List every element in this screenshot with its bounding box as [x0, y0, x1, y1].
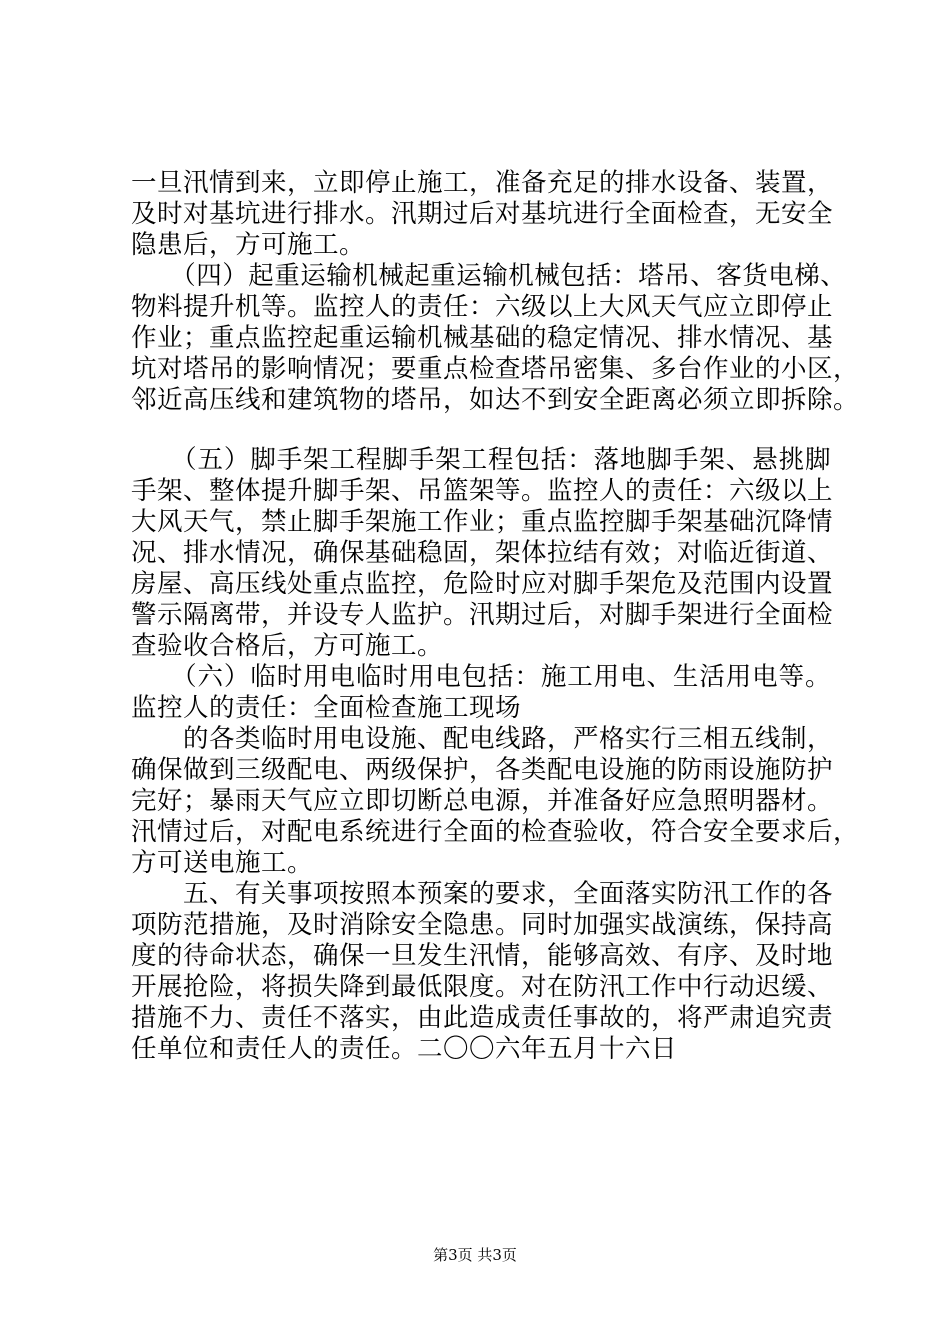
text-line: 邻近高压线和建筑物的塔吊，如达不到安全距离必须立即拆除。: [131, 385, 860, 415]
text-line: 查验收合格后，方可施工。: [131, 631, 444, 661]
text-line: 大风天气，禁止脚手架施工作业；重点监控脚手架基础沉降情: [131, 507, 834, 537]
text-line: 度的待命状态，确保一旦发生汛情，能够高效、有序、及时地: [131, 941, 834, 971]
text-line: 隐患后，方可施工。: [131, 230, 366, 260]
text-line: 完好；暴雨天气应立即切断总电源，并准备好应急照明器材。: [131, 786, 834, 816]
text-line: 五、有关事项按照本预案的要求，全面落实防汛工作的各: [131, 879, 834, 909]
text-line: 作业；重点监控起重运输机械基础的稳定情况、排水情况、基: [131, 323, 834, 353]
text-line: 措施不力、责任不落实，由此造成责任事故的，将严肃追究责: [131, 1003, 834, 1033]
text-line: 一旦汛情到来，立即停止施工，准备充足的排水设备、装置，: [131, 168, 834, 198]
text-line: 及时对基坑进行排水。汛期过后对基坑进行全面检查，无安全: [131, 199, 834, 229]
paragraph-gap: [131, 416, 831, 445]
text-line: 物料提升机等。监控人的责任：六级以上大风天气应立即停止: [131, 292, 834, 322]
text-line: 警示隔离带，并设专人监护。汛期过后，对脚手架进行全面检: [131, 600, 834, 630]
text-line: 任单位和责任人的责任。二〇〇六年五月十六日: [131, 1034, 678, 1064]
page-number-footer: 第3页 共3页: [433, 1246, 517, 1264]
text-line: 汛情过后，对配电系统进行全面的检查验收，符合安全要求后，: [131, 817, 860, 847]
text-line: （四）起重运输机械起重运输机械包括：塔吊、客货电梯、: [131, 261, 847, 291]
text-line: （六）临时用电临时用电包括：施工用电、生活用电等。: [131, 662, 831, 692]
text-line: 房屋、高压线处重点监控，危险时应对脚手架危及范围内设置: [131, 569, 834, 599]
text-line: 确保做到三级配电、两级保护，各类配电设施的防雨设施防护: [131, 755, 834, 785]
text-line: 方可送电施工。: [131, 848, 314, 878]
text-line: 手架、整体提升脚手架、吊篮架等。监控人的责任：六级以上: [131, 476, 834, 506]
text-line: 监控人的责任：全面检查施工现场: [131, 693, 522, 723]
text-line: 坑对塔吊的影响情况；要重点检查塔吊密集、多台作业的小区，: [131, 354, 860, 384]
text-line: 开展抢险，将损失降到最低限度。对在防汛工作中行动迟缓、: [131, 972, 834, 1002]
document-body: [131, 168, 860, 1065]
text-line: 况、排水情况，确保基础稳固，架体拉结有效；对临近街道、: [131, 538, 834, 568]
text-line: 的各类临时用电设施、配电线路，严格实行三相五线制，: [131, 724, 834, 754]
text-line: （五）脚手架工程脚手架工程包括：落地脚手架、悬挑脚: [131, 445, 831, 475]
text-line: 项防范措施，及时消除安全隐患。同时加强实战演练，保持高: [131, 910, 834, 940]
